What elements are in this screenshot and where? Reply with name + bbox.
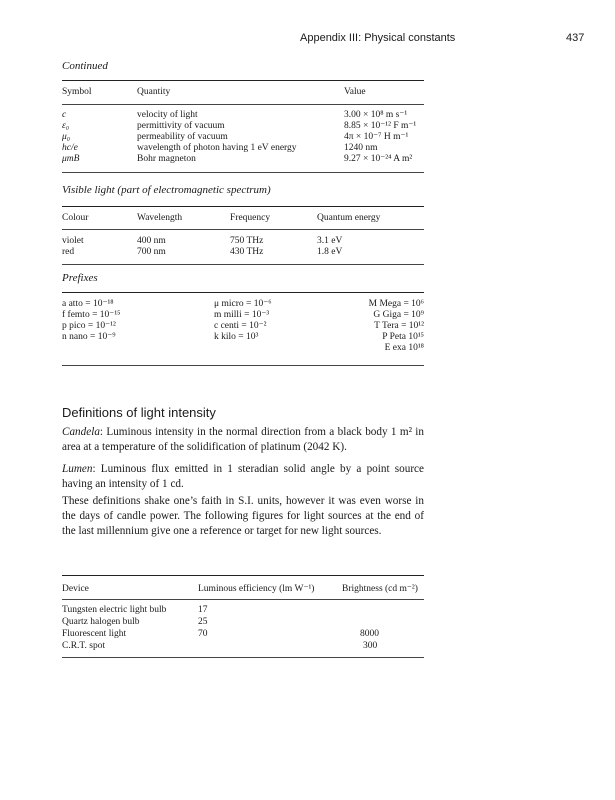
devices-header-rule (62, 599, 424, 600)
visible-light-header-rule (62, 229, 424, 230)
device-name: Tungsten electric light bulb (62, 605, 167, 615)
constant-symbol: hc/e (62, 143, 78, 153)
visible-light-header-frequency: Frequency (230, 213, 271, 223)
visible-light-cell: 750 THz (230, 236, 264, 246)
constant-quantity: permittivity of vacuum (137, 121, 225, 131)
visible-light-bottom-rule (62, 264, 424, 265)
device-brightness: 8000 (360, 629, 379, 639)
prefix-item: T Tera = 10¹² (374, 321, 424, 331)
device-brightness: 300 (363, 641, 378, 651)
prefix-item: n nano = 10⁻⁹ (62, 332, 116, 342)
page-number: 437 (566, 32, 585, 44)
visible-light-cell: 700 nm (137, 247, 166, 257)
candela-definition (62, 425, 424, 455)
running-head: Appendix III: Physical constants (300, 32, 456, 44)
prefixes-top-rule (62, 292, 424, 293)
prefix-item: E exa 10¹⁸ (384, 343, 424, 353)
visible-light-cell: 3.1 eV (317, 236, 343, 246)
constant-value: 4π × 10⁻⁷ H m⁻¹ (344, 132, 409, 142)
lumen-term: Lumen (62, 463, 93, 475)
prefix-item: m milli = 10⁻³ (214, 310, 270, 320)
section-heading: Definitions of light intensity (62, 405, 216, 420)
prefix-item: f femto = 10⁻¹⁵ (62, 310, 121, 320)
constant-quantity: wavelength of photon having 1 eV energy (137, 143, 297, 153)
device-name: Quartz halogen bulb (62, 617, 140, 627)
devices-header-device: Device (62, 584, 89, 594)
visible-light-cell: 430 THz (230, 247, 264, 257)
constants-top-rule (62, 80, 424, 81)
candela-text: : Luminous intensity in the normal direction from a black body 1 m² in area at a temperature of the solidification of platinum (2042 K). (62, 426, 424, 453)
constant-symbol: μmB (62, 154, 80, 164)
prefixes-bottom-rule (62, 365, 424, 366)
prefix-item: G Giga = 10⁹ (373, 310, 424, 320)
device-efficiency: 17 (198, 605, 208, 615)
devices-top-rule (62, 575, 424, 576)
constant-quantity: velocity of light (137, 110, 198, 120)
prefix-item: k kilo = 10³ (214, 332, 259, 342)
devices-bottom-rule (62, 657, 424, 658)
device-efficiency: 25 (198, 617, 208, 627)
constants-header-value: Value (344, 87, 366, 97)
constants-header-rule (62, 104, 424, 105)
constant-quantity: Bohr magneton (137, 154, 196, 164)
constant-symbol: μ₀ (62, 132, 71, 142)
device-name: Fluorescent light (62, 629, 127, 639)
visible-light-caption: Visible light (part of electromagnetic spectrum) (62, 184, 271, 196)
prefix-item: μ micro = 10⁻⁶ (214, 299, 272, 309)
constants-header-symbol: Symbol (62, 87, 92, 97)
constant-value: 8.85 × 10⁻¹² F m⁻¹ (344, 121, 417, 131)
constants-caption: Continued (62, 60, 108, 72)
visible-light-cell: violet (62, 236, 84, 246)
prefixes-caption: Prefixes (62, 272, 98, 284)
lumen-definition (62, 462, 424, 492)
visible-light-cell: 400 nm (137, 236, 166, 246)
devices-header-efficiency: Luminous efficiency (lm W⁻¹) (198, 584, 315, 594)
device-efficiency: 70 (198, 629, 208, 639)
constant-symbol: ε₀ (62, 121, 70, 131)
constants-bottom-rule (62, 172, 424, 173)
definitions-paragraph: These definitions shake one’s faith in S.I. units, however it was even worse in the days of candle power. The following figures for light sources at the end of the last millennium give one a reference or target for new light sources. (62, 495, 424, 537)
constant-value: 1240 nm (344, 143, 378, 153)
lumen-text: : Luminous flux emitted in 1 steradian solid angle by a point source having an intensity of 1 cd. (62, 463, 424, 490)
prefix-item: P Peta 10¹⁵ (382, 332, 424, 342)
prefix-item: c centi = 10⁻² (214, 321, 267, 331)
candela-term: Candela (62, 426, 100, 438)
device-name: C.R.T. spot (62, 641, 106, 651)
visible-light-header-wavelength: Wavelength (137, 213, 183, 223)
visible-light-header-colour: Colour (62, 213, 89, 223)
visible-light-header-quantum-energy: Quantum energy (317, 213, 381, 223)
prefix-item: a atto = 10⁻¹⁸ (62, 299, 114, 309)
constant-value: 9.27 × 10⁻²⁴ A m² (344, 154, 413, 164)
prefix-item: M Mega = 10⁶ (368, 299, 424, 309)
constants-header-quantity: Quantity (137, 87, 171, 97)
prefix-item: p pico = 10⁻¹² (62, 321, 116, 331)
constant-quantity: permeability of vacuum (137, 132, 228, 142)
visible-light-cell: red (62, 247, 75, 257)
constant-symbol: c (62, 110, 67, 120)
devices-header-brightness: Brightness (cd m⁻²) (342, 584, 418, 594)
visible-light-cell: 1.8 eV (317, 247, 343, 257)
constant-value: 3.00 × 10⁸ m s⁻¹ (344, 110, 408, 120)
visible-light-top-rule (62, 206, 424, 207)
